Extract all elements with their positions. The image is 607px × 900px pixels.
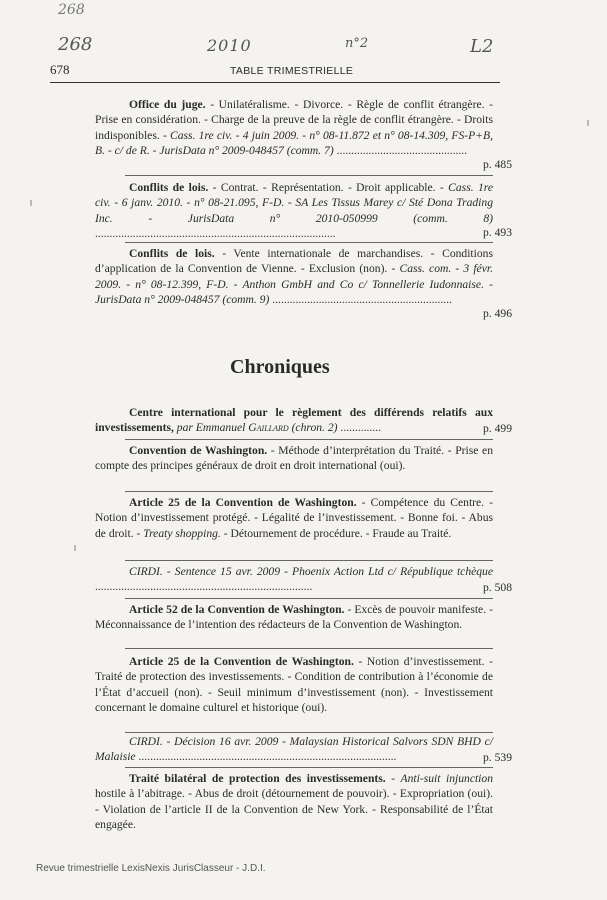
entry-body: - Vente internationale de marchandises. - Conditions d’application de la Convention de Vienne. - Exclusion (non). -	[95, 247, 493, 276]
leader-dots: ..............................................................	[272, 293, 452, 307]
decision-reference: CIRDI. - Décision 16 avr. 2009 - Malaysian Historical Salvors SDN BHD c/ Malaisie .........................................................................................	[95, 735, 493, 764]
entry-divider	[125, 560, 493, 561]
entry-page-ref: p. 485	[483, 158, 512, 171]
handwritten-mark: 268	[58, 2, 85, 18]
chronique-header-entry: Centre international pour le règlement des différends relatifs aux investissements, par Emmanuel Gaillard (chron. 2) ..............	[95, 406, 493, 435]
entry-page-ref: p. 496	[483, 307, 512, 320]
entry-body: - Contrat. - Représentation. - Droit applicable. -	[208, 181, 449, 194]
entry-divider	[125, 648, 493, 649]
scan-speck	[30, 200, 32, 206]
chronique-entry: Article 25 de la Convention de Washington. - Notion d’investissement. - Traité de protection des investissements. - Condition de contribution à l’économie de l’État d’accueil (non). - Seuil minimum d’investissement (non). - Investissement concernant le domaine culturel et historique (oui).	[95, 655, 494, 715]
entry-divider	[125, 175, 493, 176]
entry-divider	[125, 732, 493, 733]
index-entry	[95, 180, 493, 242]
leader-dots: ...................................................................................	[95, 227, 336, 241]
entry-divider	[125, 491, 493, 492]
handwritten-issue: n°2	[345, 36, 369, 51]
chronique-author: Gaillard	[248, 421, 289, 435]
scan-speck	[74, 545, 76, 551]
section-heading: Chroniques	[230, 356, 330, 378]
entry-divider	[125, 767, 493, 768]
page-footer: Revue trimestrielle LexisNexis JurisClasseur - J.D.I.	[36, 863, 266, 874]
handwritten-number: 268	[58, 34, 93, 55]
entry-title: Office du juge.	[129, 98, 206, 111]
page-header	[50, 60, 500, 83]
index-entry	[95, 97, 493, 159]
entry-page-ref: p. 508	[483, 581, 512, 594]
entry-page-ref: p. 499	[483, 422, 512, 435]
chronique-entry: Convention de Washington. - Méthode d’interprétation du Traité. - Prise en compte des principes généraux de droit en droit international (oui).	[95, 444, 493, 473]
entry-page-ref: p. 539	[483, 751, 512, 764]
leader-dots: ...........................................................................	[95, 580, 313, 594]
chronique-entry: Traité bilatéral de protection des investissements. - Anti-suit injunction hostile à l’abitrage. - Abus de droit (détournement de pouvoir). - Expropriation (oui). - Violation de l’article II de la Convention de New York. - Responsabilité de l’État engagée.	[95, 772, 493, 832]
entry-body: - Unilatéralisme. - Divorce. - Règle de conflit étrangère. - Prise en considération. - Charge de la preuve de la règle de conflit étrangère. - Droits indisponibles. -	[95, 98, 493, 142]
entry-divider	[125, 598, 493, 599]
leader-dots: .............................................	[336, 144, 468, 158]
chronique-title: Centre international pour le règlement des différends relatifs aux investissements,	[95, 406, 493, 435]
index-entry	[95, 246, 493, 308]
leader-dots: .........................................................................................	[138, 750, 397, 764]
entry-title: Conflits de lois.	[129, 247, 215, 260]
entry-reference: Cass. 1re civ. - 4 juin 2009. - n° 08-11.872 et n° 08-14.309, FS-P+B, B. - c/ de R. - JurisData n° 2009-048457 (comm. 7)	[95, 128, 493, 158]
entry-divider	[125, 439, 493, 440]
page-number: 678	[50, 62, 70, 77]
chronique-entry: Article 25 de la Convention de Washington. - Compétence du Centre. - Notion d’investissement protégé. - Légalité de l’investissement. - Bonne foi. - Abus de droit. - Treaty shopping. - Détournement de procédure. - Fraude au Traité.	[95, 496, 493, 540]
entry-page-ref: p. 493	[483, 226, 512, 239]
handwritten-corner-note: L2	[470, 36, 494, 57]
chronique-entry: Article 52 de la Convention de Washington. - Excès de pouvoir manifeste. - Méconnaissance de l’intention des rédacteurs de la Convention de Washington.	[95, 603, 493, 632]
running-title: TABLE TRIMESTRIELLE	[230, 65, 354, 77]
entry-divider	[125, 242, 493, 243]
entry-reference: Cass. 1re civ. - 6 janv. 2010. - n° 08-21.095, F-D. - SA Les Tissus Marey c/ Sté Dona Trading Inc. - JurisData n° 2010-050999 (comm. 8)	[95, 181, 493, 225]
handwritten-year: 2010	[207, 36, 252, 55]
entry-title: Conflits de lois.	[129, 181, 209, 194]
scan-speck	[587, 120, 589, 126]
leader-dots: ..............	[340, 421, 381, 435]
entry-reference: Cass. com. - 3 févr. 2009. - n° 08-12.399, F-D. - Anthon GmbH and Co c/ Tonnellerie Iudonnaise. - JurisData n° 2009-048457 (comm. 9)	[95, 262, 493, 307]
decision-reference: CIRDI. - Sentence 15 avr. 2009 - Phoenix Action Ltd c/ République tchèque ...........................................................................	[95, 565, 493, 594]
